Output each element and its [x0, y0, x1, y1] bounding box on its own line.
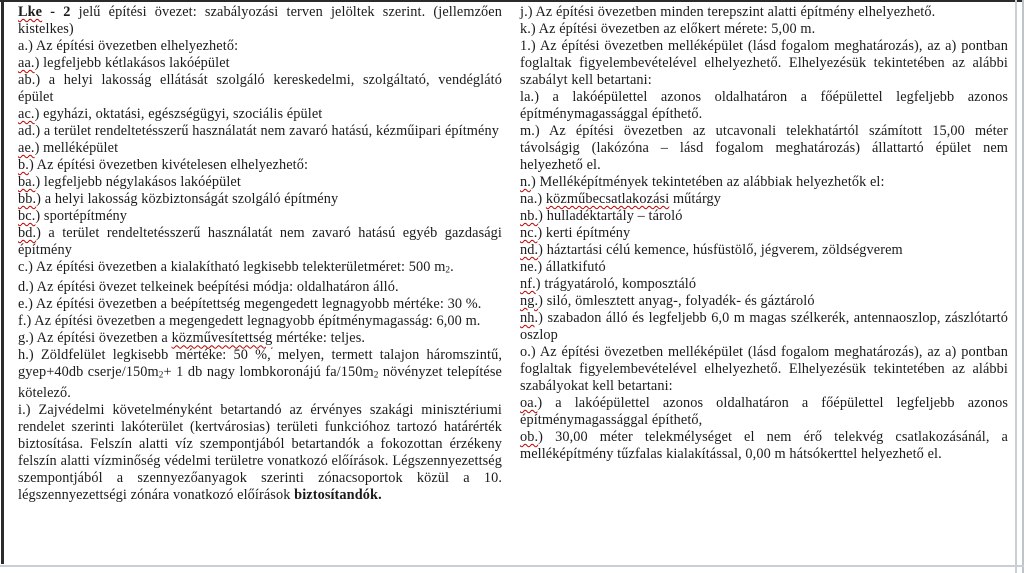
misspelled-text-run: nf.: [520, 276, 536, 292]
text-run: ) háztartási célú kemence, húsfüstölő, jégverem, zöldségverem: [538, 242, 903, 258]
paragraph: [18, 313, 502, 330]
text-run: na.): [520, 191, 546, 207]
text-run: ) legfeljebb kétlakásos lakóépület: [34, 55, 230, 71]
paragraph: [18, 55, 502, 72]
cell-border-left: [1, 0, 4, 564]
misspelled-text-run: nb.: [520, 208, 539, 224]
text-run: c.) Az építési övezetben a kialakítható legkisebb telekterületméret: 500 m: [18, 259, 446, 275]
misspelled-text-run: bd.: [18, 225, 37, 241]
text-run: ) 30,00 méter telekmélységet el nem érő telekvég csatlakozásánál, a melléképítmény tűzfalas kialakítással, 0,00 m hátsókerttel helyezhető el.: [520, 429, 1008, 462]
paragraph: [520, 259, 1008, 276]
misspelled-text-run: ae.: [18, 140, 35, 156]
text-run: jelű építési övezet: szabályozási terven jelöltek szerint. (jellemzően kistelkes): [18, 4, 502, 37]
paragraph: [520, 123, 1008, 174]
text-run: biztosítandók.: [294, 486, 382, 503]
paragraph: [18, 330, 502, 347]
misspelled-text-run: ac.: [18, 106, 35, 122]
paragraph: [18, 347, 502, 401]
subscript-run: 2: [445, 265, 451, 276]
text-run: ne.) állatkifutó: [520, 259, 606, 275]
paragraph: [18, 157, 502, 174]
paragraph: [520, 191, 1008, 208]
text-run: - 2: [42, 4, 71, 20]
text-run: ) sportépítmény: [35, 208, 128, 224]
paragraph: [18, 402, 502, 504]
text-run: .: [450, 259, 454, 275]
text-run: .) szabadon álló és legfeljebb 6,0 m magas szélkerék, antennaoszlop, zászlótartó oszlop: [520, 310, 1008, 343]
paragraph: [18, 140, 502, 157]
text-run: m.) Az építési övezetben az utcavonali telekhatártól számított 15,00 méter távolságig (lakózóna – lásd fogalom meghatározás) állattartó épület nem helyezhető el.: [520, 123, 1008, 173]
misspelled-text-run: ob.: [520, 429, 539, 445]
misspelled-text-run: ng.: [520, 293, 539, 309]
paragraph: [18, 72, 502, 106]
paragraph: [18, 4, 502, 38]
paragraph: [18, 225, 502, 259]
cell-border-top: [0, 0, 1024, 2]
misspelled-text-run: ba.: [18, 174, 36, 190]
paragraph: [520, 395, 1008, 429]
misspelled-text-run: n.: [520, 174, 531, 190]
paragraph: [520, 174, 1008, 191]
text-run: ) a terület rendeltetésszerű használatát nem zavaró hatású egyéb gazdasági építmény: [18, 225, 502, 258]
text-run: ) trágyatároló, komposztáló: [535, 276, 697, 292]
text-run: j.) Az építési övezetben minden terepszint alatti építmény elhelyezhető.: [520, 4, 936, 20]
text-run: ) siló, ömlesztett anyag-, folyadék- és gáztároló: [538, 293, 815, 309]
paragraph: [18, 106, 502, 123]
paragraph: [520, 429, 1008, 463]
column-right: [520, 4, 1008, 463]
paragraph: [520, 293, 1008, 310]
paragraph: [520, 310, 1008, 344]
text-run: ad.) a terület rendeltetésszerű használatát nem zavaró hatású, kézműipari építmény: [18, 123, 499, 139]
paragraph: [18, 259, 502, 279]
text-run: növényzet telepítése kötelező.: [18, 364, 502, 401]
paragraph: [18, 296, 502, 313]
paragraph: [520, 242, 1008, 259]
paragraph: [18, 191, 502, 208]
text-run: d.) Az építési övezet telkeinek beépítési módja: oldalhatáron álló.: [18, 279, 399, 296]
text-run: e.) Az építési övezetben a beépítettség megengedett legnagyobb mértéke: 30 %.: [18, 296, 482, 313]
text-run: ) hulladéktartály – tároló: [538, 208, 683, 224]
paragraph: [520, 344, 1008, 395]
text-run: ab.) a helyi lakosság ellátását szolgáló kereskedelmi, szolgáltató, vendéglátó épület: [18, 72, 502, 105]
paragraph: [520, 89, 1008, 123]
text-run: o.) Az építési övezetben melléképület (lásd fogalom meghatározás), az a) pontban foglaltak figyelembevételével elhelyezhető. Elhelyezésük tekintetében az alábbi szabályokat kell betartani:: [520, 344, 1008, 394]
text-run: mértéke: teljes.: [272, 330, 366, 347]
misspelled-text-run: Lke: [18, 4, 43, 20]
misspelled-text-run: nc.: [520, 225, 538, 241]
misspelled-text-run: oa.: [520, 395, 538, 411]
paragraph: [18, 279, 502, 296]
cell-border-bottom: [0, 565, 1024, 567]
paragraph: [520, 225, 1008, 242]
text-run: f.) Az építési övezetben a megengedett legnagyobb építménymagasság: 6,00 m.: [18, 313, 481, 330]
paragraph: [520, 21, 1008, 38]
column-left: [18, 4, 502, 504]
misspelled-text-run: nd.: [520, 242, 539, 258]
paragraph: [520, 4, 1008, 21]
paragraph: [520, 276, 1008, 293]
text-run: ) a helyi lakosság közbiztonságát szolgáló építmény: [36, 191, 339, 207]
misspelled-text-run: nh: [520, 310, 535, 326]
text-run: g.) Az építési övezetben a: [18, 330, 172, 347]
misspelled-text-run: b.: [18, 157, 29, 173]
misspelled-text-run: közműbecsatlakozási: [545, 191, 670, 207]
text-run: h.) Zöldfelület legkisebb mértéke: 50 %, melyen, termett talajon háromszintű, gyep+40db cserje/150m: [18, 347, 502, 381]
misspelled-text-run: bb.: [18, 191, 37, 207]
text-run: ) a lakóépülettel azonos oldalhatáron a főépülettel legfeljebb azonos építménymagassággal építhető,: [520, 395, 1008, 428]
misspelled-text-run: aa.: [18, 55, 35, 71]
paragraph: [520, 38, 1008, 89]
text-run: 1.) Az építési övezetben melléképület (lásd fogalom meghatározás), az a) pontban foglaltak figyelembevételével elhelyezhető. Elhelyezésük tekintetében az alábbi szabályt kell betartani:: [520, 38, 1008, 88]
text-run: ) legfeljebb négylakásos lakóépület: [35, 174, 241, 190]
text-run: műtárgy: [669, 191, 722, 207]
text-run: la.) a lakóépülettel azonos oldalhatáron a főépülettel legfeljebb azonos építménymagassággal építhető.: [520, 89, 1008, 122]
paragraph: [18, 123, 502, 140]
subscript-run: 2: [158, 370, 164, 381]
text-run: k.) Az építési övezetben az előkert mérete: 5,00 m.: [520, 21, 816, 37]
text-run: a.) Az építési övezetben elhelyezhető:: [18, 38, 239, 54]
misspelled-text-run: bc.: [18, 208, 36, 224]
text-run: ) Az építési övezetben kivételesen elhelyezhető:: [28, 157, 309, 173]
text-run: ) egyházi, oktatási, egészségügyi, szociális épület: [34, 106, 323, 122]
text-run: ) melléképület: [34, 140, 119, 156]
text-run: ) kerti építmény: [537, 225, 631, 241]
text-run: ) Melléképítmények tekintetében az alábbiak helyezhetők el:: [530, 174, 885, 190]
paragraph: [18, 174, 502, 191]
paragraph: [18, 38, 502, 55]
subscript-run: 2: [373, 370, 379, 381]
text-run: + 1 db nagy lombkoronájú fa/150m: [163, 364, 374, 381]
paragraph: [18, 208, 502, 225]
paragraph: [520, 208, 1008, 225]
cell-border-right: [1015, 0, 1017, 573]
misspelled-text-run: közművesítettség: [171, 330, 273, 347]
text-run: i.) Zajvédelmi követelményként betartandó az érvényes szakági minisztériumi rendelet szerinti lakóterület (kertvárosias) területi funkcióhoz tartozó határérték biztosítása. Felszín alatti víz szempontjából betartandók a fokozottan érzékeny felszín alatti vízminőség védelmi területre vonatkozó előírások. Légszennyezettség szempontjából a szennyezőanyagok szerinti zónacsoportok közül a 10. légszennyezettségi zónára vonatkozó előírások: [18, 401, 502, 503]
